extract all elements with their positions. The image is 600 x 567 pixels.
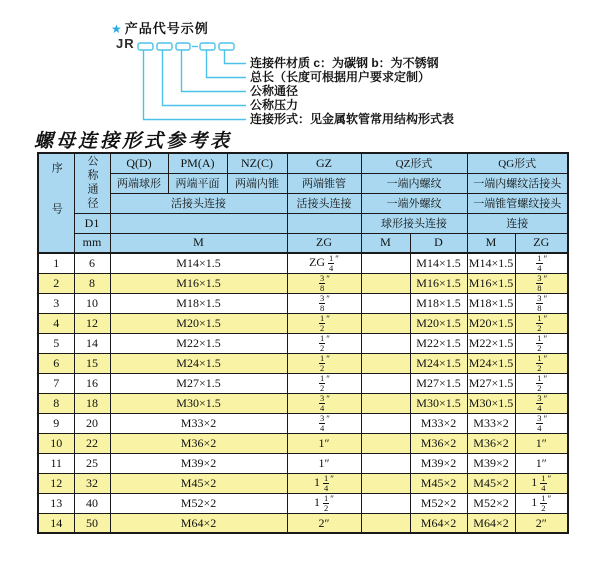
cell-m: M36×2 [110,433,287,453]
cell-seq: 3 [38,293,74,313]
header-zg: ZG [287,233,361,253]
cell-qg-zg: $\frac{3}{8}$ ″ [515,273,568,293]
cell-qg-zg: $\frac{3}{4}$ ″ [515,413,568,433]
cell-dn: 10 [74,293,110,313]
code-box [138,43,153,50]
cell-qg-m: M22×1.5 [467,333,515,353]
table-row [38,273,568,293]
connector-line [225,50,247,64]
cell-qg-zg: $\frac{1}{2}$ ″ [515,313,568,333]
header-gz-conn: 活接头连接 [287,193,361,213]
cell-qz-d: M24×1.5 [410,353,467,373]
cell-seq: 5 [38,333,74,353]
cell-qg-zg: 1 $\frac{1}{2}$ ″ [515,493,568,513]
cell-seq: 10 [38,433,74,453]
cell-gz: $\frac{3}{8}$ ″ [287,273,361,293]
cell-qg-m: M45×2 [467,473,515,493]
cell-seq: 2 [38,273,74,293]
cell-gz: 1 $\frac{1}{4}$ ″ [287,473,361,493]
header-mm: mm [74,233,110,253]
code-box [219,43,234,50]
cell-qz-d: M33×2 [410,413,467,433]
cell-qg-m: M14×1.5 [467,253,515,273]
table-row [38,433,568,453]
header-nz-desc: 两端内锥 [227,173,287,193]
cell-qz-d: M18×1.5 [410,293,467,313]
cell-gz: $\frac{1}{2}$ ″ [287,373,361,393]
cell-qg-zg: $\frac{1}{4}$ ″ [515,253,568,273]
label-connection-form: 连接形式：见金属软管常用结构形式表 [250,112,455,126]
cell-qz-d: M22×1.5 [410,333,467,353]
header-empty-left [110,213,287,233]
cell-dn: 15 [74,353,110,373]
cell-dn: 18 [74,393,110,413]
cell-seq: 14 [38,513,74,533]
cell-qg-zg: 1 $\frac{1}{4}$ ″ [515,473,568,493]
cell-qg-m: M36×2 [467,433,515,453]
star-icon: ★ [111,22,123,36]
cell-qg-zg: 1″ [515,433,568,453]
product-code-example-text: 产品代号示例 [124,21,209,36]
cell-dn: 25 [74,453,110,473]
table-row [38,373,568,393]
cell-seq: 9 [38,413,74,433]
cell-dn: 12 [74,313,110,333]
cell-qg-m: M33×2 [467,413,515,433]
table-row [38,413,568,433]
cell-seq: 7 [38,373,74,393]
cell-qz-m [361,293,410,313]
table-row [38,333,568,353]
cell-dn: 32 [74,473,110,493]
cell-gz: 1 $\frac{1}{2}$ ″ [287,493,361,513]
cell-qz-d: M14×1.5 [410,253,467,273]
cell-dn: 6 [74,253,110,273]
header-qg-conn: 连接 [467,213,568,233]
table-title: 螺母连接形式参考表 [34,131,233,152]
header-qz-m: M [361,233,410,253]
header-q-desc: 两端球形 [110,173,168,193]
cell-m: M64×2 [110,513,287,533]
cell-gz: $\frac{1}{2}$ ″ [287,353,361,373]
cell-dn: 22 [74,433,110,453]
table-row [38,513,568,533]
cell-gz: 1″ [287,453,361,473]
cell-qz-m [361,513,410,533]
cell-qz-m [361,453,410,473]
header-qg-zg: ZG [515,233,568,253]
cell-seq: 13 [38,493,74,513]
header-pm-desc: 两端平面 [168,173,227,193]
header-gz-desc: 两端锥管 [287,173,361,193]
cell-m: M27×1.5 [110,373,287,393]
cell-gz: $\frac{3}{4}$ ″ [287,413,361,433]
header-qz-conn: 球形接头连接 [361,213,467,233]
cell-qz-m [361,273,410,293]
cell-qz-m [361,353,410,373]
cell-qg-m: M16×1.5 [467,273,515,293]
code-box [157,43,172,50]
cell-gz: $\frac{1}{2}$ ″ [287,313,361,333]
header-col-q: Q(D) [110,153,168,173]
cell-qz-m [361,333,410,353]
cell-dn: 40 [74,493,110,513]
cell-m: M24×1.5 [110,353,287,373]
header-col-gz: GZ [287,153,361,173]
cell-m: M14×1.5 [110,253,287,273]
cell-qz-m [361,433,410,453]
header-qg-m: M [467,233,515,253]
cell-qg-zg: 2″ [515,513,568,533]
cell-qg-zg: $\frac{3}{8}$ ″ [515,293,568,313]
nut-connection-reference-table [37,152,569,534]
cell-qz-d: M45×2 [410,473,467,493]
table-row [38,473,568,493]
cell-qz-d: M36×2 [410,433,467,453]
cell-gz: 2″ [287,513,361,533]
cell-gz: 1″ [287,433,361,453]
cell-qg-zg: 1″ [515,453,568,473]
header-col-qg: QG形式 [467,153,568,173]
cell-qg-m: M24×1.5 [467,353,515,373]
table-header [38,153,568,253]
header-m: M [110,233,287,253]
cell-m: M18×1.5 [110,293,287,313]
header-col-qz: QZ形式 [361,153,467,173]
cell-qg-m: M18×1.5 [467,293,515,313]
table-row [38,293,568,313]
cell-seq: 4 [38,313,74,333]
table-row [38,493,568,513]
connector-line [182,50,247,92]
header-dn: 公称通径 [74,153,110,213]
cell-m: M33×2 [110,413,287,433]
cell-m: M30×1.5 [110,393,287,413]
header-qz-desc1: 一端内螺纹 [361,173,467,193]
header-qg-desc1: 一端内螺纹活接头 [467,173,568,193]
header-union-conn: 活接头连接 [110,193,287,213]
cell-qg-m: M27×1.5 [467,373,515,393]
cell-m: M52×2 [110,493,287,513]
cell-qg-zg: $\frac{1}{2}$ ″ [515,333,568,353]
header-qg-desc2: 一端锥管螺纹接头 [467,193,568,213]
header-empty-gz [287,213,361,233]
cell-seq: 1 [38,253,74,273]
cell-seq: 12 [38,473,74,493]
cell-gz: $\frac{3}{8}$ ″ [287,293,361,313]
cell-seq: 8 [38,393,74,413]
header-seq: 序号 [38,153,74,253]
cell-m: M39×2 [110,453,287,473]
cell-qz-m [361,473,410,493]
label-nominal-pressure: 公称压力 [250,98,299,112]
product-code-example-title [111,18,209,37]
cell-gz: $\frac{1}{2}$ ″ [287,333,361,353]
cell-qg-m: M20×1.5 [467,313,515,333]
table-row [38,253,568,273]
table-row [38,313,568,333]
cell-qz-d: M27×1.5 [410,373,467,393]
code-box [200,43,215,50]
header-col-pm: PM(A) [168,153,227,173]
connector-line [144,50,247,120]
cell-qg-m: M30×1.5 [467,393,515,413]
table-body [38,253,568,533]
cell-qz-m [361,413,410,433]
cell-m: M20×1.5 [110,313,287,333]
cell-dn: 20 [74,413,110,433]
cell-dn: 50 [74,513,110,533]
code-box [176,43,190,50]
label-connector-material: 连接件材质 c：为碳钢 b：为不锈钢 [250,56,439,70]
cell-m: M45×2 [110,473,287,493]
header-d1: D1 [74,213,110,233]
table-row [38,353,568,373]
table-row [38,453,568,473]
header-qz-d: D [410,233,467,253]
header-qz-desc2: 一端外螺纹 [361,193,467,213]
cell-qg-m: M39×2 [467,453,515,473]
cell-qz-m [361,373,410,393]
cell-dn: 8 [74,273,110,293]
cell-qz-m [361,253,410,273]
cell-m: M22×1.5 [110,333,287,353]
cell-qz-d: M16×1.5 [410,273,467,293]
cell-qz-d: M20×1.5 [410,313,467,333]
cell-qz-m [361,393,410,413]
cell-qz-m [361,313,410,333]
cell-dn: 16 [74,373,110,393]
table-row [38,393,568,413]
cell-gz: ZG $\frac{1}{4}$ ″ [287,253,361,273]
cell-seq: 6 [38,353,74,373]
cell-m: M16×1.5 [110,273,287,293]
cell-qg-zg: $\frac{3}{4}$ ″ [515,393,568,413]
cell-qz-d: M30×1.5 [410,393,467,413]
label-nominal-diameter: 公称通径 [250,84,299,98]
cell-qg-zg: $\frac{1}{2}$ ″ [515,373,568,393]
cell-gz: $\frac{3}{4}$ ″ [287,393,361,413]
cell-qz-d: M64×2 [410,513,467,533]
cell-qg-zg: $\frac{1}{2}$ ″ [515,353,568,373]
cell-qz-d: M52×2 [410,493,467,513]
cell-dn: 14 [74,333,110,353]
cell-qz-m [361,493,410,513]
cell-qg-m: M64×2 [467,513,515,533]
cell-qz-d: M39×2 [410,453,467,473]
code-prefix: JR [116,36,135,51]
header-col-nz: NZ(C) [227,153,287,173]
cell-seq: 11 [38,453,74,473]
label-total-length: 总长（长度可根据用户要求定制） [250,70,431,84]
cell-qg-m: M52×2 [467,493,515,513]
